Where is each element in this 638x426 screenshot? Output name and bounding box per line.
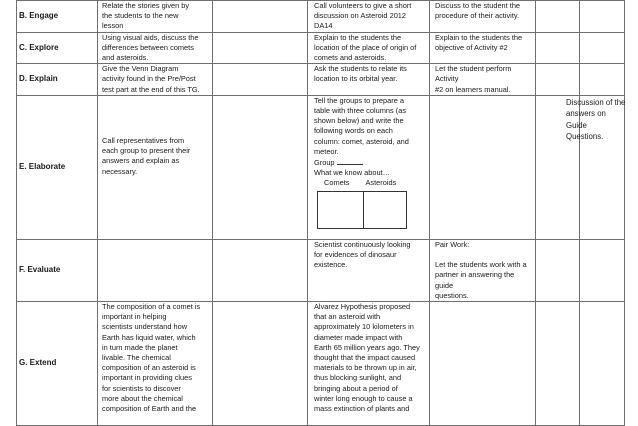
explain-empty-cell xyxy=(213,64,308,96)
elaborate-student-activity: Tell the groups to prepare a table with three columns (as shown below) and write the following words on each column: comet, asteroid, and meteor. xyxy=(314,95,409,156)
row-label-elaborate: E. Elaborate xyxy=(17,95,98,239)
elaborate-empty-cell xyxy=(213,95,308,239)
extend-teacher-activity: The composition of a comet is important in helping scientists understand how Earth has liquid water, which in turn made the planet livable. The chemical composition of an asteroid is important in providing clues for scientists to discover more about the chemical composition of Earth and the xyxy=(102,302,201,414)
explore-empty-cell xyxy=(213,32,308,64)
table-row-engage xyxy=(17,1,625,33)
explore-teacher-activity: Using visual aids, discuss the differences between comets and asteroids. xyxy=(102,32,199,63)
venn-box-divider xyxy=(363,192,364,228)
extend-empty-cell-5 xyxy=(430,302,536,426)
explain-teacher-activity: Give the Venn Diagram activity found in the Pre/Post test part at the end of this TG. xyxy=(102,64,200,94)
explain-empty-cell-6 xyxy=(536,64,580,96)
what-we-know-label: What we know about… xyxy=(314,168,390,178)
extend-student-activity: Alvarez Hypothesis proposed that an asteroid with approximately 10 kilometers in diameter made impact with Earth 65 million years ago. They thought that the impact caused materials to be thrown up in air, thus blocking sunlight, and bringing about a period of winter long enough to cause a mass extinction of plants and xyxy=(314,302,420,414)
explore-empty-cell-6 xyxy=(536,32,580,64)
row-label-engage: B. Engage xyxy=(17,1,98,33)
row-label-explore: C. Explore xyxy=(17,32,98,64)
engage-teacher-activity: Relate the stories given by the students to the new lesson xyxy=(102,1,190,31)
row-label-evaluate: F. Evaluate xyxy=(17,239,98,301)
evaluate-empty-cell-7 xyxy=(580,239,625,301)
evaluate-student-activity: Scientist continuously looking for evidences of dinosaur existence. xyxy=(314,239,411,270)
extend-empty-cell-7 xyxy=(580,302,625,426)
evaluate-student-task: Pair Work: Let the students work with a partner in answering the guide questions. xyxy=(435,239,527,300)
explore-student-task: Explain to the students the objective of Activity #2 xyxy=(435,32,523,52)
extend-empty-cell xyxy=(213,302,308,426)
table-row-explore xyxy=(17,32,625,64)
evaluate-empty-cell-6 xyxy=(536,239,580,301)
explain-student-activity: Ask the students to relate its location to its orbital year. xyxy=(314,64,407,84)
row-label-explain: D. Explain xyxy=(17,64,98,96)
explain-empty-cell-7 xyxy=(580,64,625,96)
elaborate-teacher-activity: Call representatives from each group to present their answers and explain as necessary. xyxy=(102,135,191,176)
engage-student-task: Discuss to the student the procedure of their activity. xyxy=(435,1,521,21)
evaluate-empty-cell-2 xyxy=(98,239,213,301)
engage-empty-cell xyxy=(213,1,308,33)
explore-empty-cell-7 xyxy=(580,32,625,64)
engage-empty-cell-7 xyxy=(580,1,625,33)
explore-student-activity: Explain to the students the location of the place of origin of comets and asteroids. xyxy=(314,32,417,63)
evaluate-empty-cell-3 xyxy=(213,239,308,301)
engage-student-activity: Call volunteers to give a short discussion on Asteroid 2012 DA14 xyxy=(314,1,412,31)
row-label-extend: G. Extend xyxy=(17,302,98,426)
table-row-extend xyxy=(17,302,625,426)
elaborate-discussion: Discussion of the answers on Guide Questions. xyxy=(566,97,626,142)
group-label: Group xyxy=(314,158,335,168)
extend-empty-cell-6 xyxy=(536,302,580,426)
table-row-evaluate xyxy=(17,239,625,301)
comets-asteroids-table-drawing xyxy=(317,191,407,229)
engage-empty-cell-6 xyxy=(536,1,580,33)
venn-column-headers: Comets Asteroids xyxy=(324,178,397,188)
group-line xyxy=(314,157,427,168)
table-row-explain xyxy=(17,64,625,96)
group-blank-line xyxy=(337,157,363,165)
explain-student-task: Let the student perform Activity #2 on learners manual. xyxy=(435,64,512,94)
elaborate-empty-cell-5 xyxy=(430,95,536,239)
